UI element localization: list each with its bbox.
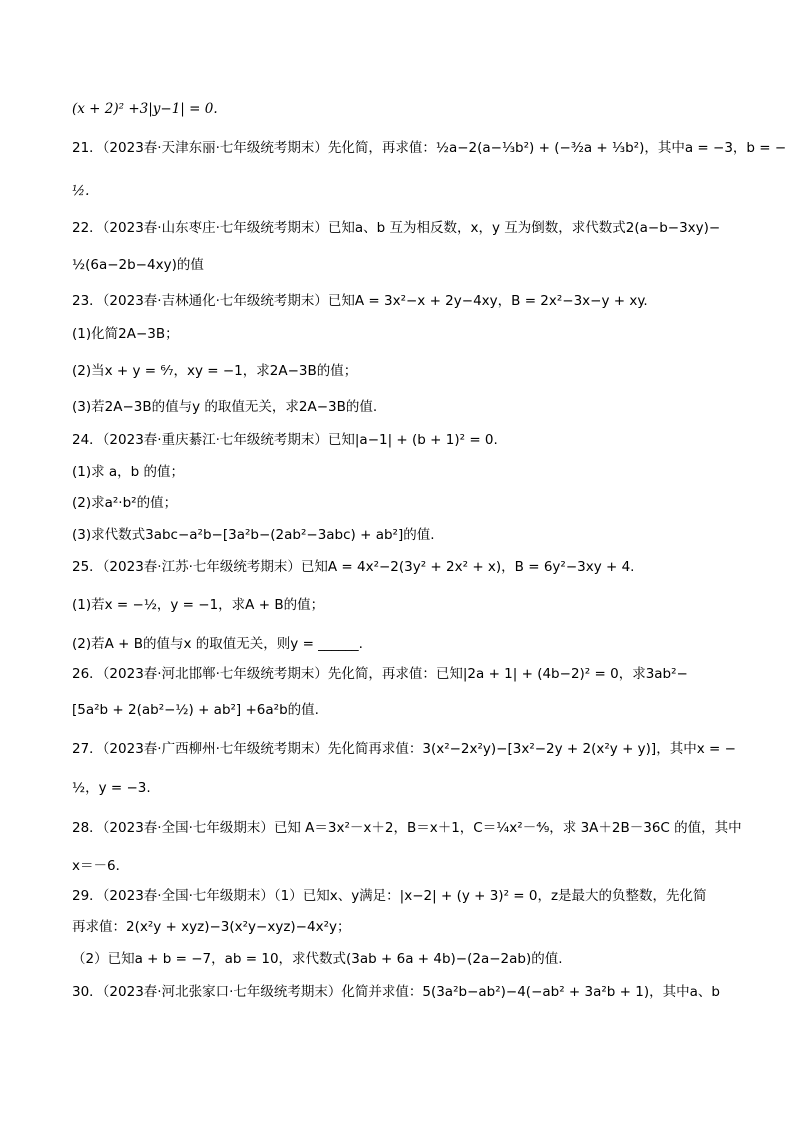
problem-23-line-1: 23．（2023春·吉林通化·七年级统考期末）已知A = 3x²−x + 2y−4xy，B = 2x²−3x−y + xy. <box>72 293 648 309</box>
problem-23-part-3: (3)若2A−3B的值与y 的取值无关，求2A−3B的值. <box>72 399 378 415</box>
problem-27-line-1: 27．（2023春·广西柳州·七年级统考期末）先化简再求值：3(x²−2x²y)−[3x²−2y + 2(x²y + y)]，其中x = − <box>72 741 736 757</box>
problem-25-part-1: (1)若x = −½，y = −1，求A + B的值； <box>72 597 325 613</box>
problem-29-line-2: 再求值：2(x²y + xyz)−3(x²y−xyz)−4x²y； <box>72 919 351 935</box>
problem-22-line-2: ½(6a−2b−4xy)的值 <box>72 257 204 273</box>
problem-21-line-1: 21．（2023春·天津东丽·七年级统考期末）先化简，再求值：½a−2(a−⅓b²) + (−³⁄₂a + ⅓b²)，其中a = −3，b = − <box>72 140 787 156</box>
problem-24-line-1: 24．（2023春·重庆綦江·七年级统考期末）已知|a−1| + (b + 1)² = 0. <box>72 432 498 448</box>
problem-29-part-2: （2）已知a + b = −7，ab = 10，求代数式(3ab + 6a + 4b)−(2a−2ab)的值. <box>72 951 563 967</box>
problem-25-line-1: 25．（2023春·江苏·七年级统考期末）已知A = 4x²−2(3y² + 2x² + x)，B = 6y²−3xy + 4. <box>72 559 635 575</box>
problem-22-line-1: 22．（2023春·山东枣庄·七年级统考期末）已知a、b 互为相反数，x，y 互为倒数，求代数式2(a−b−3xy)− <box>72 220 721 236</box>
problem-28-line-2: x＝－6． <box>72 858 130 874</box>
problem-24-part-1: (1)求 a，b 的值； <box>72 464 185 480</box>
problem-27-line-2: ½，y = −3. <box>72 780 151 796</box>
problem-23-part-2: (2)当x + y = ⁶⁄₇，xy = −1，求2A−3B的值； <box>72 363 358 379</box>
problem-23-part-1: (1)化简2A−3B； <box>72 326 179 342</box>
problem-30-line-1: 30．（2023春·河北张家口·七年级统考期末）化简并求值：5(3a²b−ab²)−4(−ab² + 3a²b + 1)，其中a、b <box>72 984 720 1000</box>
problem-28-line-1: 28．（2023春·全国·七年级期末）已知 A＝3x²－x＋2，B＝x＋1，C＝¼x²－⁴⁄₉，求 3A＋2B－36C 的值，其中 <box>72 820 742 836</box>
text-line-1: (x + 2)² +3|y−1| = 0. <box>72 101 218 117</box>
problem-26-line-2: [5a²b + 2(ab²−½) + ab²] +6a²b的值. <box>72 702 319 718</box>
problem-24-part-2: (2)求a²·b²的值； <box>72 495 178 511</box>
problem-25-part-2: (2)若A + B的值与x 的取值无关，则y = ______. <box>72 636 363 652</box>
problem-26-line-1: 26．（2023春·河北邯郸·七年级统考期末）先化简，再求值：已知|2a + 1| + (4b−2)² = 0，求3ab²− <box>72 666 688 682</box>
problem-21-line-2: ½. <box>72 183 90 199</box>
problem-29-line-1: 29．（2023春·全国·七年级期末）（1）已知x、y满足：|x−2| + (y + 3)² = 0，z是最大的负整数，先化简 <box>72 888 707 904</box>
problem-24-part-3: (3)求代数式3abc−a²b−[3a²b−(2ab²−3abc) + ab²]的值. <box>72 527 435 543</box>
